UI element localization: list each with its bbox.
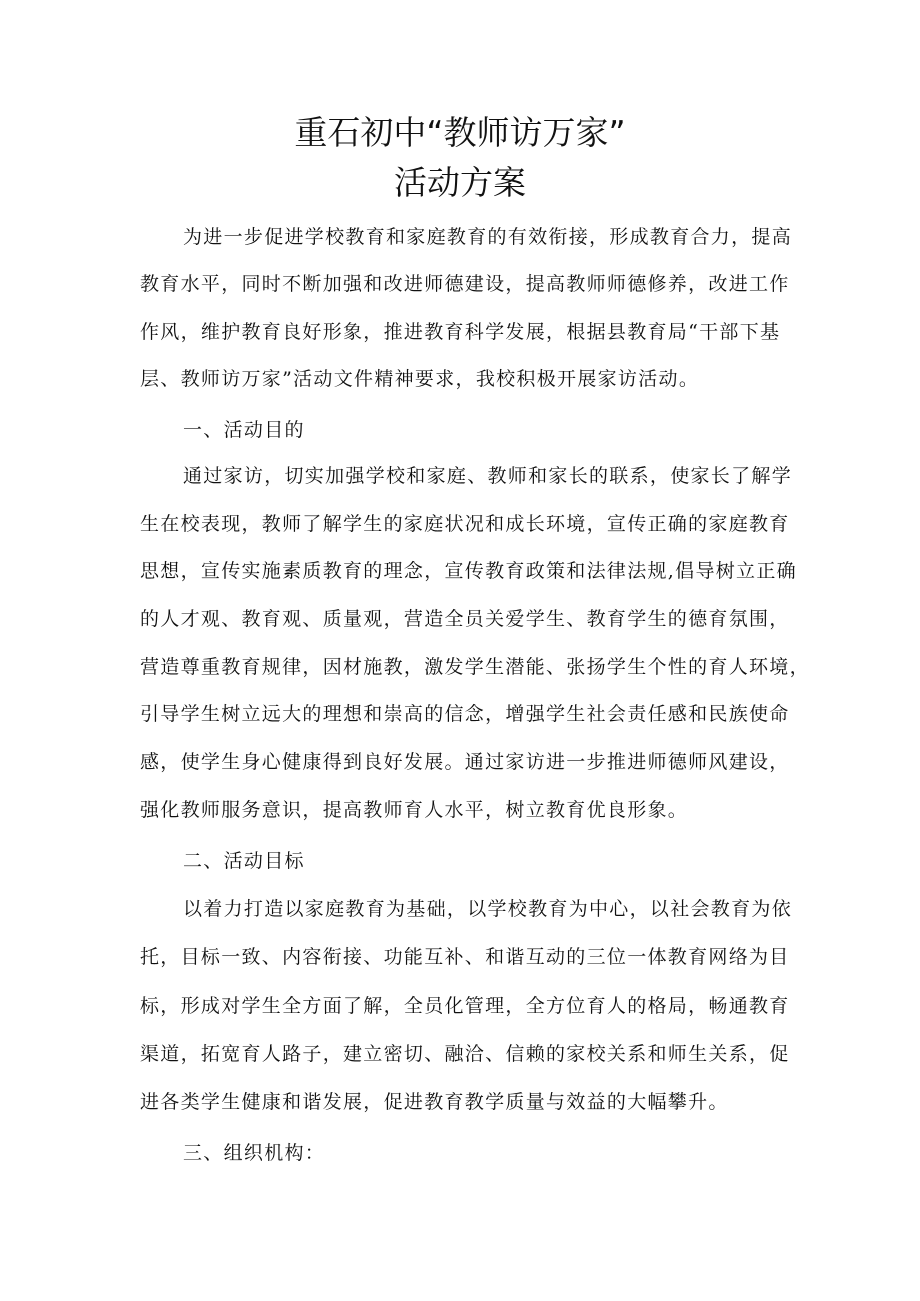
paragraph-line: 托，目标一致、内容衔接、功能互补、和谐互动的三位一体教育网络为目	[140, 946, 790, 968]
paragraph-line: 生在校表现，教师了解学生的家庭状况和成长环境，宣传正确的家庭教育	[140, 513, 790, 535]
paragraph-line: 引导学生树立远大的理想和崇高的信念，增强学生社会责任感和民族使命	[140, 703, 790, 725]
paragraph-line: 进各类学生健康和谐发展，促进教育教学质量与效益的大幅攀升。	[140, 1091, 729, 1113]
paragraph-line: 渠道，拓宽育人路子，建立密切、融洽、信赖的家校关系和师生关系，促	[140, 1043, 790, 1065]
paragraph-line: 思想，宣传实施素质教育的理念，宣传教育政策和法律法规,倡导树立正确	[140, 560, 797, 582]
paragraph-line: 标，形成对学生全方面了解，全员化管理，全方位育人的格局，畅通教育	[140, 995, 790, 1017]
paragraph-line: 感，使学生身心健康得到良好发展。通过家访进一步推进师德师风建设，	[140, 751, 790, 773]
intro-line: 作风，维护教育良好形象，推进教育科学发展，根据县教育局“干部下基	[140, 321, 781, 343]
paragraph-line: 营造尊重教育规律，因材施教，激发学生潜能、张扬学生个性的育人环境，	[140, 656, 810, 678]
paragraph-line: 强化教师服务意识，提高教师育人水平，树立教育优良形象。	[140, 799, 689, 821]
document-title: 重石初中“教师访万家”	[294, 113, 626, 152]
section-heading-purpose: 一、活动目的	[183, 419, 305, 441]
intro-line: 为进一步促进学校教育和家庭教育的有效衔接，形成教育合力，提高	[183, 226, 793, 248]
section-heading-organization: 三、组织机构：	[183, 1142, 326, 1164]
paragraph-line: 以着力打造以家庭教育为基础，以学校教育为中心，以社会教育为依	[183, 898, 793, 920]
intro-line: 教育水平，同时不断加强和改进师德建设，提高教师师德修养，改进工作	[140, 273, 790, 295]
document-subtitle: 活动方案	[394, 163, 526, 202]
section-heading-goals: 二、活动目标	[183, 850, 305, 872]
intro-line: 层、教师访万家”活动文件精神要求，我校积极开展家访活动。	[140, 368, 700, 390]
paragraph-line: 通过家访，切实加强学校和家庭、教师和家长的联系，使家长了解学	[183, 465, 793, 487]
paragraph-line: 的人才观、教育观、质量观，营造全员关爱学生、教育学生的德育氛围，	[140, 608, 790, 630]
